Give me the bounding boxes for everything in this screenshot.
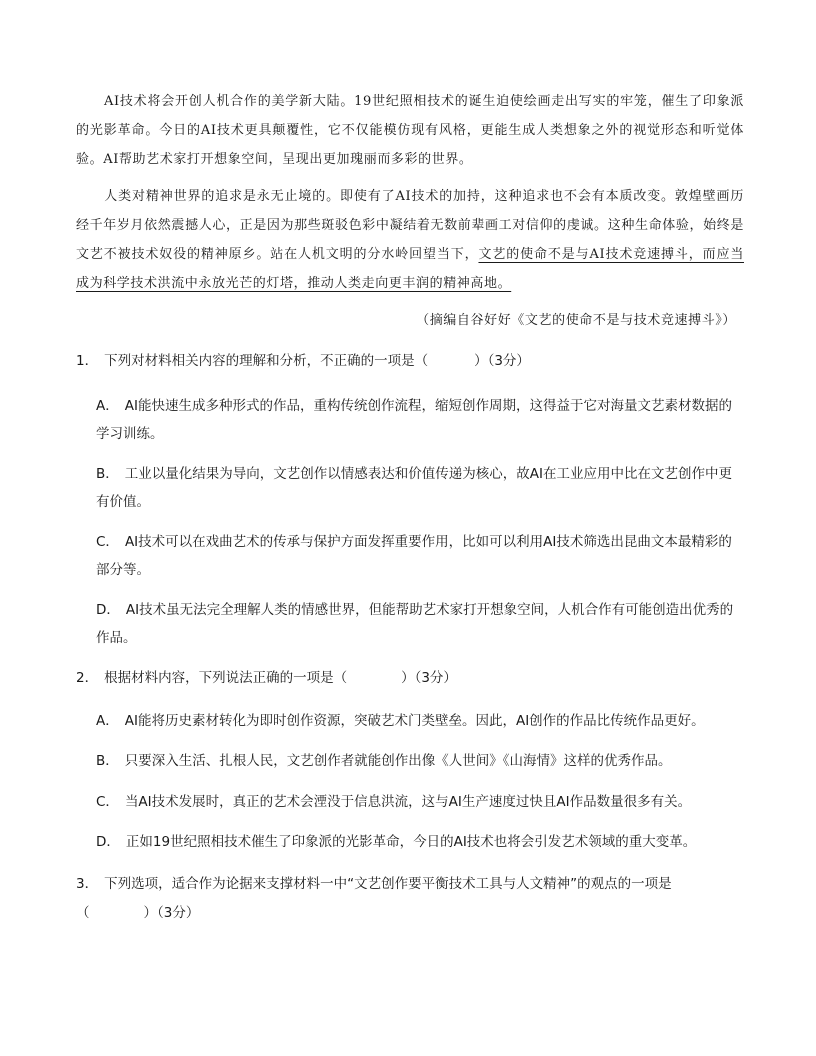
question-1-stem: [76, 347, 744, 376]
question-1-option-b: [96, 460, 744, 516]
question-1-number: 1．: [76, 353, 99, 369]
option-label: C．: [96, 794, 119, 810]
passage-paragraph-1: [76, 87, 744, 174]
question-3-score: ）（3分）: [143, 905, 200, 921]
option-label: B．: [96, 753, 119, 769]
question-2-stem: [76, 664, 744, 693]
passage-paragraph-1-text: AI技术将会开创人机合作的美学新大陆。19世纪照相技术的诞生迫使绘画走出写实的牢笼，催生了印象派的光影革命。今日的AI技术更具颠覆性，它不仅能模仿现有风格，更能生成人类想象之外的视觉形态和听觉体验。AI帮助艺术家打开想象空间，呈现出更加瑰丽而多彩的世界。: [76, 94, 744, 167]
option-label: A．: [96, 713, 119, 729]
option-text: 当AI技术发展时，真正的艺术会湮没于信息洪流，这与AI生产速度过快且AI作品数量很多有关。: [124, 794, 692, 810]
question-3-paren-open: （: [76, 905, 90, 921]
option-text: AI技术可以在戏曲艺术的传承与保护方面发挥重要作用，比如可以利用AI技术筛选出昆曲文本最精彩的部分等。: [96, 534, 732, 578]
question-2-option-d: [96, 828, 744, 856]
option-label: B．: [96, 466, 119, 482]
question-1-score: ）（3分）: [474, 353, 530, 369]
question-1-option-a: [96, 392, 744, 448]
question-3-stem-text: 下列选项，适合作为论据来支撑材料一中“文艺创作要平衡技术工具与人文精神”的观点的一项是: [104, 876, 672, 892]
option-text: 工业以量化结果为导向，文艺创作以情感表达和价值传递为核心，故AI在工业应用中比在文艺创作中更有价值。: [96, 466, 732, 510]
option-text: AI能快速生成多种形式的作品，重构传统创作流程，缩短创作周期，这得益于它对海量文艺素材数据的学习训练。: [96, 398, 732, 442]
source-citation: （摘编自谷好好《文艺的使命不是与技术竞速搏斗》）: [416, 313, 736, 328]
underlined-sentence: 文艺的使命不是与AI技术竞速搏斗，而应当成为科学技术洪流中永放光芒的灯塔，推动人类走向更丰润的精神高地。: [76, 247, 744, 291]
question-2-number: 2．: [76, 670, 99, 686]
question-1-option-d: [96, 596, 744, 652]
question-2-option-a: [96, 707, 744, 735]
option-text: 只要深入生活、扎根人民，文艺创作者就能创作出像《人世间》《山海情》这样的优秀作品。: [124, 753, 672, 769]
question-1-option-c: [96, 528, 744, 584]
option-label: D．: [96, 834, 120, 850]
question-3-number: 3．: [76, 876, 99, 892]
question-2-option-b: [96, 747, 744, 775]
option-text: AI技术虽无法完全理解人类的情感世界，但能帮助艺术家打开想象空间，人机合作有可能创造出优秀的作品。: [96, 602, 734, 646]
passage-paragraph-2-text: 人类对精神世界的追求是永无止境的。即使有了AI技术的加持，这种追求也不会有本质改变。敦煌壁画历经千年岁月依然震撼人心，正是因为那些斑驳色彩中凝结着无数前辈画工对信仰的虔诚。这种生命体验，始终是文艺不被技术奴役的精神原乡。站在人机文明的分水岭回望当下，: [76, 189, 744, 262]
question-3-stem: [76, 870, 744, 928]
option-label: C．: [96, 534, 119, 550]
option-text: 正如19世纪照相技术催生了印象派的光影革命，今日的AI技术也将会引发艺术领域的重大变革。: [125, 834, 697, 850]
question-2-score: ）（3分）: [401, 670, 457, 686]
option-text: AI能将历史素材转化为即时创作资源，突破艺术门类壁垒。因此，AI创作的作品比传统作品更好。: [124, 713, 705, 729]
question-2-stem-text: 根据材料内容，下列说法正确的一项是（: [104, 670, 348, 686]
question-1-stem-text: 下列对材料相关内容的理解和分析，不正确的一项是（: [104, 353, 429, 369]
passage-paragraph-2: [76, 182, 744, 298]
question-2-option-c: [96, 788, 744, 816]
option-label: A．: [96, 398, 119, 414]
option-label: D．: [96, 602, 120, 618]
